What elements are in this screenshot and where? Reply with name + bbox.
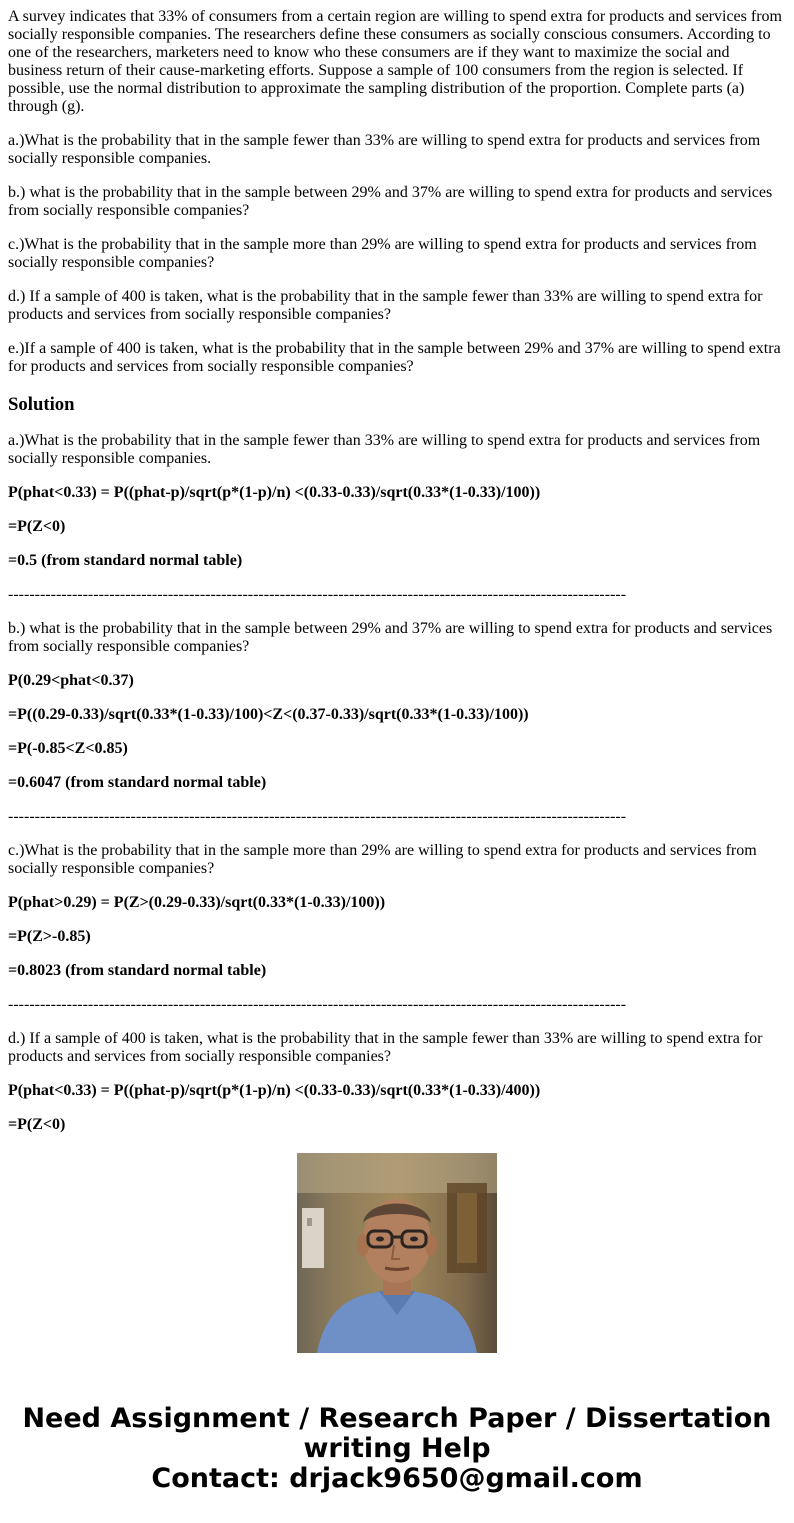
promo-banner: [0, 1404, 794, 1494]
solution-heading: Solution: [8, 394, 75, 415]
promo-line-2: writing Help: [303, 1433, 491, 1464]
author-avatar: [297, 1153, 497, 1353]
promo-contact: Contact: drjack9650@gmail.com: [151, 1463, 643, 1494]
document-content: [8, 0, 786, 1133]
solution-c-step2: =P(Z>-0.85): [8, 928, 91, 945]
solution-c-answer: =0.8023 (from standard normal table): [8, 962, 267, 979]
solution-a-answer: =0.5 (from standard normal table): [8, 552, 243, 569]
solution-d-step2: =P(Z<0): [8, 1116, 66, 1133]
section-divider: --------------------------------------------------------------------------------------------------------------------: [8, 586, 627, 603]
solution-b-step2: =P((0.29-0.33)/sqrt(0.33*(1-0.33)/100)<Z<(0.37-0.33)/sqrt(0.33*(1-0.33)/100)): [8, 706, 529, 723]
solution-a-question: a.)What is the probability that in the sample fewer than 33% are willing to spend extra for products and services from socially responsible companies.: [8, 432, 761, 467]
promo-line-1: Need Assignment / Research Paper / Dissertation: [22, 1403, 772, 1434]
question-part-a: a.)What is the probability that in the sample fewer than 33% are willing to spend extra for products and services from socially responsible companies.: [8, 132, 761, 167]
solution-b-answer: =0.6047 (from standard normal table): [8, 774, 267, 791]
solution-d-step1: P(phat<0.33) = P((phat-p)/sqrt(p*(1-p)/n) <(0.33-0.33)/sqrt(0.33*(1-0.33)/400)): [8, 1082, 541, 1099]
solution-b-question: b.) what is the probability that in the sample between 29% and 37% are willing to spend extra for products and services from socially responsible companies?: [8, 620, 773, 655]
section-divider: --------------------------------------------------------------------------------------------------------------------: [8, 808, 627, 825]
question-part-b: b.) what is the probability that in the sample between 29% and 37% are willing to spend extra for products and services from socially responsible companies?: [8, 184, 773, 219]
solution-a-step2: =P(Z<0): [8, 518, 66, 535]
question-part-d: d.) If a sample of 400 is taken, what is the probability that in the sample fewer than 33% are willing to spend extra for products and services from socially responsible companies?: [8, 288, 763, 323]
question-part-e: e.)If a sample of 400 is taken, what is the probability that in the sample between 29% and 37% are willing to spend extra for products and services from socially responsible companies?: [8, 340, 781, 375]
section-divider: --------------------------------------------------------------------------------------------------------------------: [8, 996, 627, 1013]
solution-c-step1: P(phat>0.29) = P(Z>(0.29-0.33)/sqrt(0.33*(1-0.33)/100)): [8, 894, 386, 911]
solution-b-step3: =P(-0.85<Z<0.85): [8, 740, 128, 757]
solution-d-question: d.) If a sample of 400 is taken, what is the probability that in the sample fewer than 33% are willing to spend extra for products and services from socially responsible companies?: [8, 1030, 763, 1065]
question-part-c: c.)What is the probability that in the sample more than 29% are willing to spend extra for products and services from socially responsible companies?: [8, 236, 757, 271]
solution-c-question: c.)What is the probability that in the sample more than 29% are willing to spend extra for products and services from socially responsible companies?: [8, 842, 757, 877]
solution-b-step1: P(0.29<phat<0.37): [8, 672, 134, 689]
question-intro: A survey indicates that 33% of consumers from a certain region are willing to spend extra for products and services from socially responsible companies. The researchers define these consumers as socially conscious consumers. According to one of the researchers, marketers need to know who these consumers are if they want to maximize the social and business return of their cause-marketing efforts. Suppose a sample of 100 consumers from the region is selected. If possible, use the normal distribution to approximate the sampling distribution of the proportion. Complete parts (a) through (g).: [8, 8, 782, 115]
solution-a-step1: P(phat<0.33) = P((phat-p)/sqrt(p*(1-p)/n) <(0.33-0.33)/sqrt(0.33*(1-0.33)/100)): [8, 484, 541, 501]
